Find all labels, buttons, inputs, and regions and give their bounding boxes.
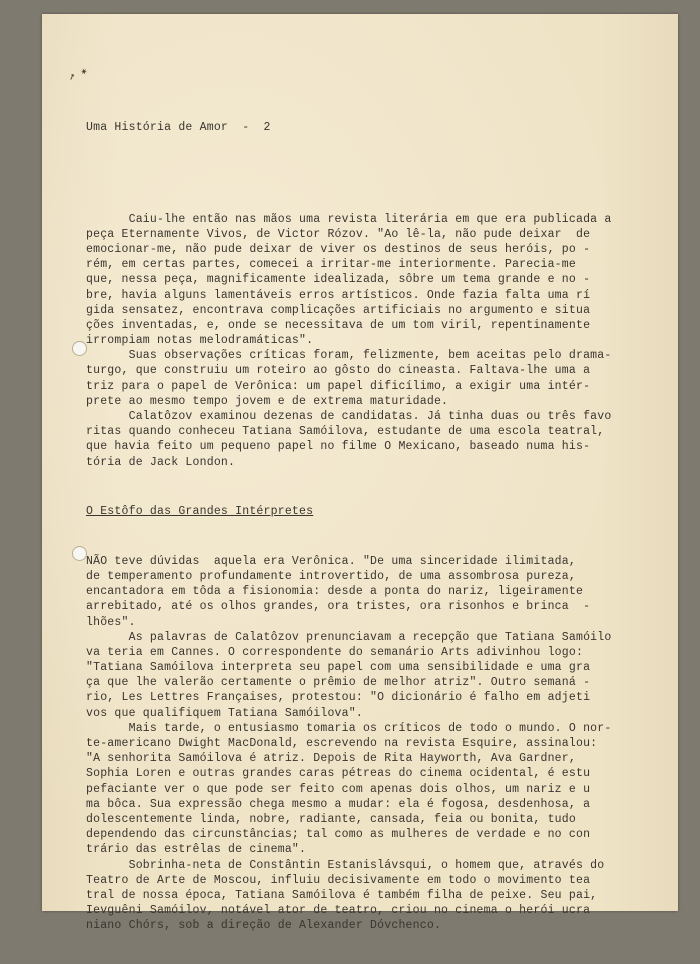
text-line: dolescentemente linda, nobre, radiante, cansada, feia ou bonita, tudo: [86, 812, 576, 826]
body-block-2: [86, 554, 646, 934]
text-line: gida sensatez, encontrava complicações artificiais no argumento e situa: [86, 303, 591, 317]
paragraph: [86, 554, 646, 630]
text-line: dependendo das circunstâncias; tal como as mulheres de verdade e no con: [86, 828, 591, 842]
text-line: va teria em Cannes. O correspondente do semanário Arts adivinhou logo:: [86, 645, 584, 659]
margin-mark: ↗ ✶: [66, 65, 90, 84]
text-line: vos que qualifiquem Tatiana Samóilova".: [86, 706, 363, 720]
text-line: que, nessa peça, magnificamente idealizada, sôbre um tema grande e no -: [86, 273, 591, 287]
text-line: ma bôca. Sua expressão chega mesmo a mudar: ela é fogosa, desdenhosa, a: [86, 797, 591, 811]
text-line: Sophia Loren e outras grandes caras pétreas do cinema ocidental, é estu: [86, 767, 591, 781]
text-line: trário das estrêlas de cinema".: [86, 843, 307, 857]
text-line: NÃO teve dúvidas aquela era Verônica. "De uma sinceridade ilimitada,: [86, 554, 576, 568]
text-line: que havia feito um pequeno papel no filme O Mexicano, baseado numa his-: [86, 440, 591, 454]
text-line: Caiu-lhe então nas mãos uma revista literária em que era publicada a: [86, 212, 612, 226]
paragraph: [86, 630, 646, 721]
text-line: te-americano Dwight MacDonald, escrevendo na revista Esquire, assinalou:: [86, 737, 598, 751]
text-line: tral de nossa época, Tatiana Samóilova é também filha de peixe. Seu pai,: [86, 888, 598, 902]
text-line: pefaciante ver o que pode ser feito com apenas dois olhos, um nariz e u: [86, 782, 591, 796]
punch-hole-top: [72, 341, 87, 356]
text-line: "Tatiana Samóilova interpreta seu papel com uma sensibilidade e uma gra: [86, 661, 591, 675]
section-heading: O Estôfo das Grandes Intérpretes: [86, 505, 314, 519]
paragraph: [86, 212, 646, 349]
text-line: peça Eternamente Vivos, de Victor Rózov. "Ao lê-la, não pude deixar de: [86, 227, 591, 241]
paragraph: [86, 348, 646, 409]
paragraph: [86, 409, 646, 470]
text-line: Suas observações críticas foram, felizmente, bem aceitas pelo drama-: [86, 349, 612, 363]
punch-hole-bottom: [72, 546, 87, 561]
text-line: encantadora em tôda a fisionomia: desde a ponta do nariz, ligeiramente: [86, 585, 584, 599]
text-line: Mais tarde, o entusiasmo tomaria os críticos de todo o mundo. O nor-: [86, 721, 612, 735]
paragraph: [86, 721, 646, 858]
text-line: rio, Les Lettres Françaises, protestou: "O dicionário é falho em adjeti: [86, 691, 591, 705]
text-line: "A senhorita Samóilova é atriz. Depois de Rita Hayworth, Ava Gardner,: [86, 752, 576, 766]
text-line: turgo, que construiu um roteiro ao gôsto do cineasta. Faltava-lhe uma a: [86, 364, 591, 378]
page-text: [86, 90, 646, 964]
text-line: irrompiam notas melodramáticas".: [86, 334, 314, 348]
text-line: tória de Jack London.: [86, 455, 236, 469]
text-line: Calatôzov examinou dezenas de candidatas. Já tinha duas ou três favo: [86, 410, 612, 424]
text-line: triz para o papel de Verônica: um papel dificílimo, a exigir uma intér-: [86, 379, 591, 393]
text-line: rém, em certas partes, comecei a irritar-me interiormente. Parecia-me: [86, 258, 576, 272]
text-line: arrebitado, até os olhos grandes, ora tristes, ora risonhos e brinca -: [86, 600, 591, 614]
text-line: bre, havia alguns lamentáveis erros artísticos. Onde fazia falta uma rí: [86, 288, 591, 302]
text-line: ções inventadas, e, onde se necessitava de um tom viril, repentinamente: [86, 318, 591, 332]
text-line: emocionar-me, não pude deixar de viver os destinos de seus heróis, po -: [86, 242, 591, 256]
text-line: Ievguêni Samóilov, notável ator de teatro, criou no cinema o herói ucra: [86, 904, 591, 918]
text-line: ça que lhe valerão certamente o prêmio de melhor atriz". Outro semaná -: [86, 676, 591, 690]
text-line: de temperamento profundamente introvertido, de uma assombrosa pureza,: [86, 569, 576, 583]
page-header: Uma História de Amor - 2: [86, 121, 271, 135]
text-line: Teatro de Arte de Moscou, influiu decisivamente em todo o movimento tea: [86, 873, 591, 887]
text-line: ritas quando conheceu Tatiana Samóilova, estudante de uma escola teatral,: [86, 425, 605, 439]
text-line: As palavras de Calatôzov prenunciavam a recepção que Tatiana Samóilo: [86, 630, 612, 644]
body-block-1: [86, 212, 646, 470]
text-line: Sobrinha-neta de Constântin Estanislávsqui, o homem que, através do: [86, 858, 605, 872]
paragraph: [86, 858, 646, 934]
text-line: niano Chórs, sob a direção de Alexander Dóvchenco.: [86, 919, 442, 933]
text-line: lhões".: [86, 615, 136, 629]
text-line: prete ao mesmo tempo jovem e de extrema maturidade.: [86, 394, 449, 408]
typewritten-page: [42, 14, 678, 933]
